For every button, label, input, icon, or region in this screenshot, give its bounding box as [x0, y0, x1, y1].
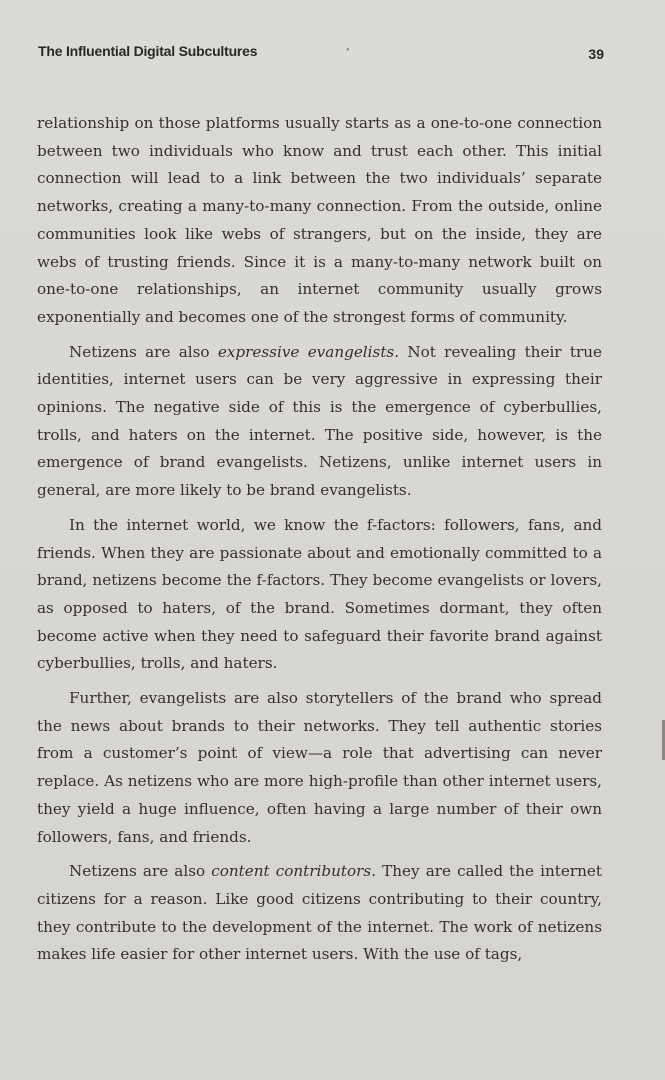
page-speck: • — [346, 45, 350, 56]
running-head-title: The Influential Digital Subcultures — [38, 43, 258, 59]
paragraph-2-lead: Netizens are also — [69, 342, 218, 361]
paragraph-4 — [37, 685, 602, 851]
paragraph-1-text: relationship on those platforms usually starts as a one-to-one connection between two individuals who know and trust each other. This initial connection will lead to a link between the two individuals’ separate networks, creating a many-to-many connection. From the outside, online communities look like webs of strangers, but on the inside, they are webs of trusting friends. Since it is a many-to-many network built on one-to-one relationships, an internet community usually grows exponentially and becomes one of the strongest forms of community. — [37, 114, 602, 326]
paragraph-4-text: Further, evangelists are also storytellers of the brand who spread the news about brands to their networks. They tell authentic stories from a customer’s point of view—a role that advertising can never replace. As netizens who are more high-profile than other internet users, they yield a huge influence, often having a large number of their own followers, fans, and friends. — [37, 689, 602, 846]
term-expressive-evangelists: expressive evangelists. — [217, 342, 400, 361]
paragraph-2-text: Not revealing their true identities, internet users can be very aggressive in expressing their opinions. The negative side of this is the emergence of cyberbullies, trolls, and haters on the internet. The positive side, however, is the emergence of brand evangelists. Netizens, unlike internet users in general, are more likely to be brand evangelists. — [37, 342, 602, 500]
paragraph-3-text: In the internet world, we know the f-factors: followers, fans, and friends. When they are passionate about and emotionally committed to a brand, netizens become the f-factors. They become evangelists or lovers, as opposed to haters, of the brand. Sometimes dormant, they often become active when they need to safeguard their favorite brand against cyberbullies, trolls, and haters. — [37, 515, 602, 673]
page-number: 39 — [588, 46, 604, 62]
paragraph-5-lead: Netizens are also — [69, 862, 212, 881]
paragraph-5-text: They are called the internet citizens for a reason. Like good citizens contributing to their country, they contribute to the development of the internet. The work of netizens makes life easier for other internet users. With the use of tags, — [37, 862, 602, 964]
paragraph-3 — [37, 512, 602, 678]
body-text — [37, 110, 602, 976]
term-content-contributors: content contributors. — [211, 862, 377, 881]
paragraph-2 — [37, 339, 602, 505]
paragraph-5 — [37, 858, 602, 969]
paragraph-1 — [37, 110, 602, 332]
